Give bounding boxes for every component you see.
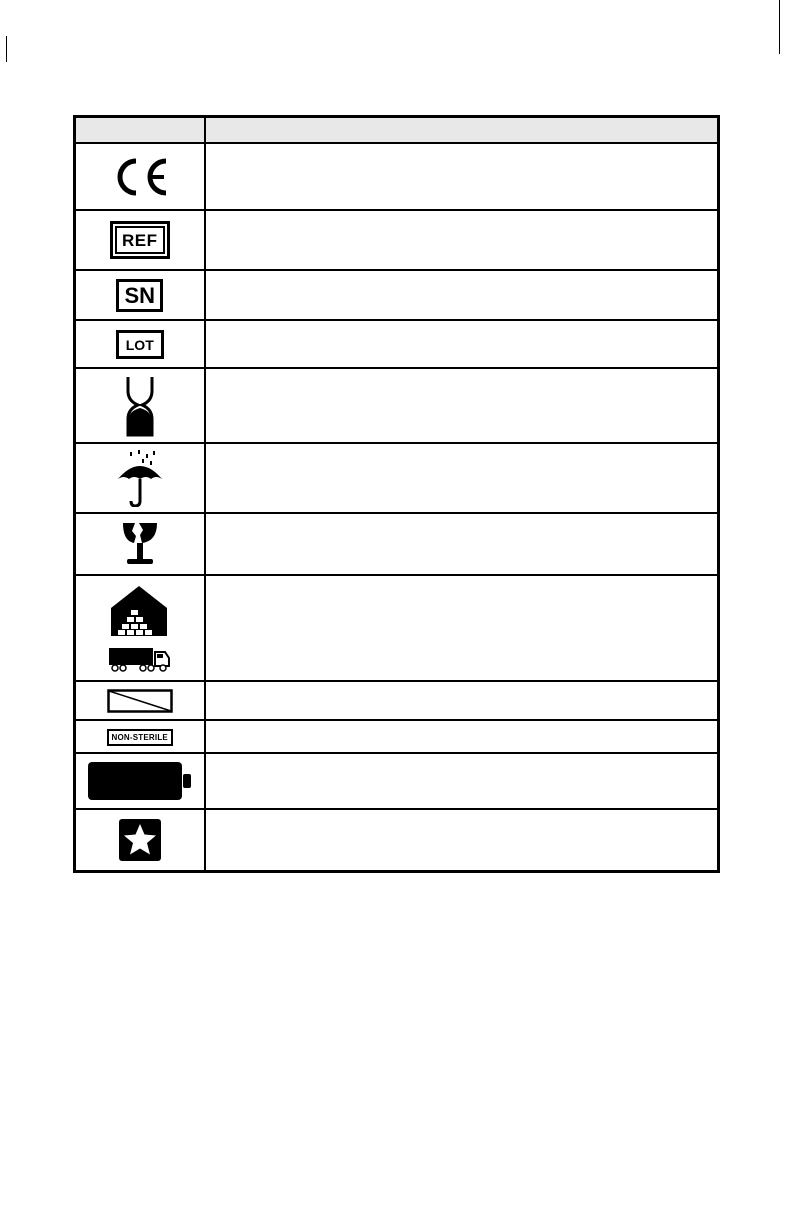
description-cell <box>205 681 719 720</box>
table-row <box>75 210 719 270</box>
ce-mark-icon <box>110 157 170 197</box>
description-cell <box>205 143 719 210</box>
header-symbol <box>75 117 205 144</box>
symbol-cell <box>75 320 205 368</box>
table-row <box>75 575 719 681</box>
description-cell <box>205 575 719 681</box>
symbols-table <box>73 115 720 873</box>
table-row <box>75 681 719 720</box>
table-header-row <box>75 117 719 144</box>
table-row <box>75 513 719 575</box>
description-cell <box>205 809 719 871</box>
symbol-cell <box>75 681 205 720</box>
star-box-icon <box>118 818 162 862</box>
symbol-cell <box>75 575 205 681</box>
table-row <box>75 320 719 368</box>
symbol-cell <box>75 210 205 270</box>
umbrella-keep-dry-icon <box>116 449 164 507</box>
symbol-cell <box>75 720 205 753</box>
table-row <box>75 270 719 320</box>
ref-label: REF <box>115 226 165 254</box>
symbol-cell <box>75 753 205 809</box>
storage-transport-icon <box>105 580 175 676</box>
symbol-cell <box>75 143 205 210</box>
table-row <box>75 443 719 513</box>
crop-mark-left <box>6 36 7 62</box>
table-row <box>75 720 719 753</box>
serial-number-icon: SN <box>116 279 163 312</box>
table-row <box>75 753 719 809</box>
lot-batch-code-icon: LOT <box>116 330 164 359</box>
header-description <box>205 117 719 144</box>
hourglass-use-by-icon <box>125 375 155 437</box>
symbol-cell <box>75 809 205 871</box>
battery-icon <box>87 761 193 801</box>
table-row <box>75 368 719 443</box>
ref-catalog-number-icon <box>110 221 170 259</box>
description-cell <box>205 720 719 753</box>
description-cell <box>205 210 719 270</box>
description-cell <box>205 270 719 320</box>
description-cell <box>205 368 719 443</box>
description-cell <box>205 753 719 809</box>
non-sterile-icon: NON-STERILE <box>107 729 173 746</box>
description-cell <box>205 513 719 575</box>
description-cell <box>205 320 719 368</box>
description-cell <box>205 443 719 513</box>
crop-mark-right <box>779 0 780 54</box>
symbol-cell <box>75 270 205 320</box>
table-row <box>75 809 719 871</box>
symbol-cell <box>75 513 205 575</box>
symbol-cell <box>75 443 205 513</box>
fragile-glass-icon <box>120 521 160 567</box>
symbol-cell <box>75 368 205 443</box>
table-row <box>75 143 719 210</box>
slash-box-icon <box>107 689 173 713</box>
